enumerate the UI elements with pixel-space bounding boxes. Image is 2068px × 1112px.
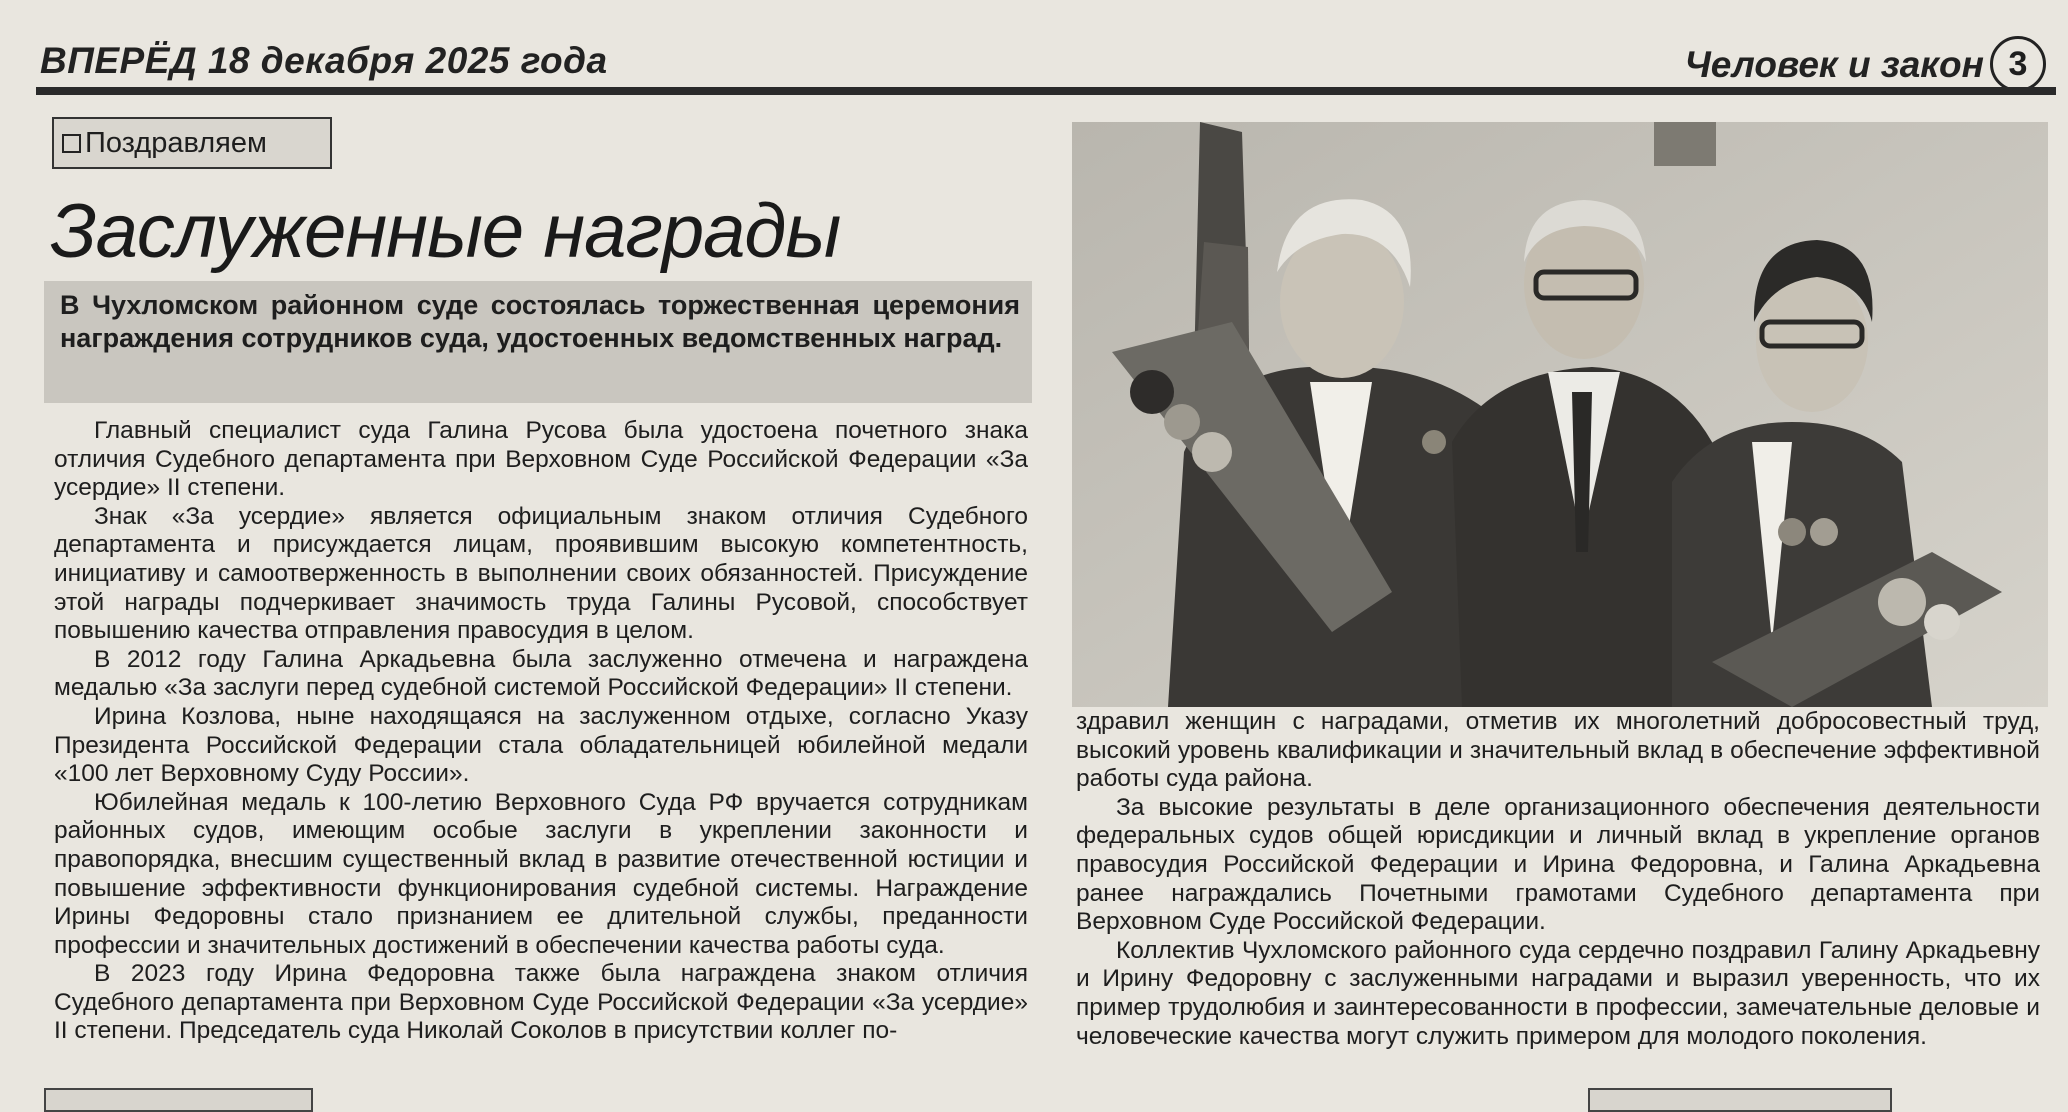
paragraph: Ирина Козлова, ныне находящаяся на заслуженном отдыхе, согласно Указу Президента Российской Федерации стала обладательницей юбилейной медали «100 лет Верховному Суду России». <box>54 702 1028 788</box>
article-column-right <box>1076 708 2040 1051</box>
paragraph: Главный специалист суда Галина Русова была удостоена почетного знака отличия Судебного департамента при Верховном Суде Российской Федерации «За усердие» II степени. <box>54 417 1028 502</box>
paragraph: В 2012 году Галина Аркадьевна была заслуженно отмечена и награждена медалью «За заслуги перед судебной системой Российской Федерации» II степени. <box>54 645 1028 702</box>
next-rubric-box <box>44 1088 313 1112</box>
section-title: Человек и закон <box>1684 44 1984 85</box>
checkbox-icon <box>62 134 81 153</box>
header-rule <box>36 87 2056 95</box>
page-number: 3 <box>1990 36 2046 92</box>
paragraph: Знак «За усердие» является официальным знаком отличия Судебного департамента и присуждается лицам, проявившим высокую компетентность, инициативу и самоотверженность в выполнении своих обязанностей. Присуждение этой награды подчеркивает значимость труда Галины Русовой, способствует повышению качества отправления правосудия в целом. <box>54 502 1028 645</box>
paragraph: За высокие результаты в деле организационного обеспечения деятельности федеральных судов общей юрисдикции и личный вклад в укрепление органов правосудия Российской Федерации и Ирина Федоровна, и Галина Аркадьевна ранее награждались Почетными грамотами Судебного департамента при Верховном Суде Российской Федерации. <box>1076 793 2040 936</box>
paragraph: Коллектив Чухломского районного суда сердечно поздравил Галину Аркадьевну и Ирину Федоровну с заслуженными наградами и выразил уверенность, что их пример трудолюбия и заинтересованности в профессии, замечательные деловые и человеческие качества могут служить примером для молодого поколения. <box>1076 936 2040 1050</box>
article-lead: В Чухломском районном суде состоялась торжественная церемония награждения сотрудников суда, удостоенных ведомственных наград. <box>44 281 1032 403</box>
award-ceremony-photo <box>1072 122 2048 707</box>
newspaper-header-date: ВПЕРЁД 18 декабря 2025 года <box>40 40 608 81</box>
next-rubric-box <box>1588 1088 1892 1112</box>
paragraph: В 2023 году Ирина Федоровна также была награждена знаком отличия Судебного департамента при Верховном Суде Российской Федерации «За усердие» II степени. Председатель суда Николай Соколов в присутствии коллег по- <box>54 960 1028 1045</box>
paragraph: здравил женщин с наградами, отметив их многолетний добросовестный труд, высокий уровень квалификации и значительный вклад в обеспечение эффективной работы суда района. <box>1076 708 2040 793</box>
paragraph: Юбилейная медаль к 100-летию Верховного Суда РФ вручается сотрудникам районных судов, имеющим особые заслуги в укреплении законности и правопорядка, внесшим существенный вклад в развитие отечественной юстиции и повышение эффективности функционирования судебной системы. Награждение Ирины Федоровны стало признанием ее длительной службы, преданности профессии и значительных достижений в обеспечении качества работы суда. <box>54 788 1028 959</box>
rubric-label <box>52 117 332 169</box>
article-column-left <box>54 417 1028 1046</box>
rubric-text: Поздравляем <box>85 127 267 159</box>
article-title: Заслуженные награды <box>50 189 841 274</box>
